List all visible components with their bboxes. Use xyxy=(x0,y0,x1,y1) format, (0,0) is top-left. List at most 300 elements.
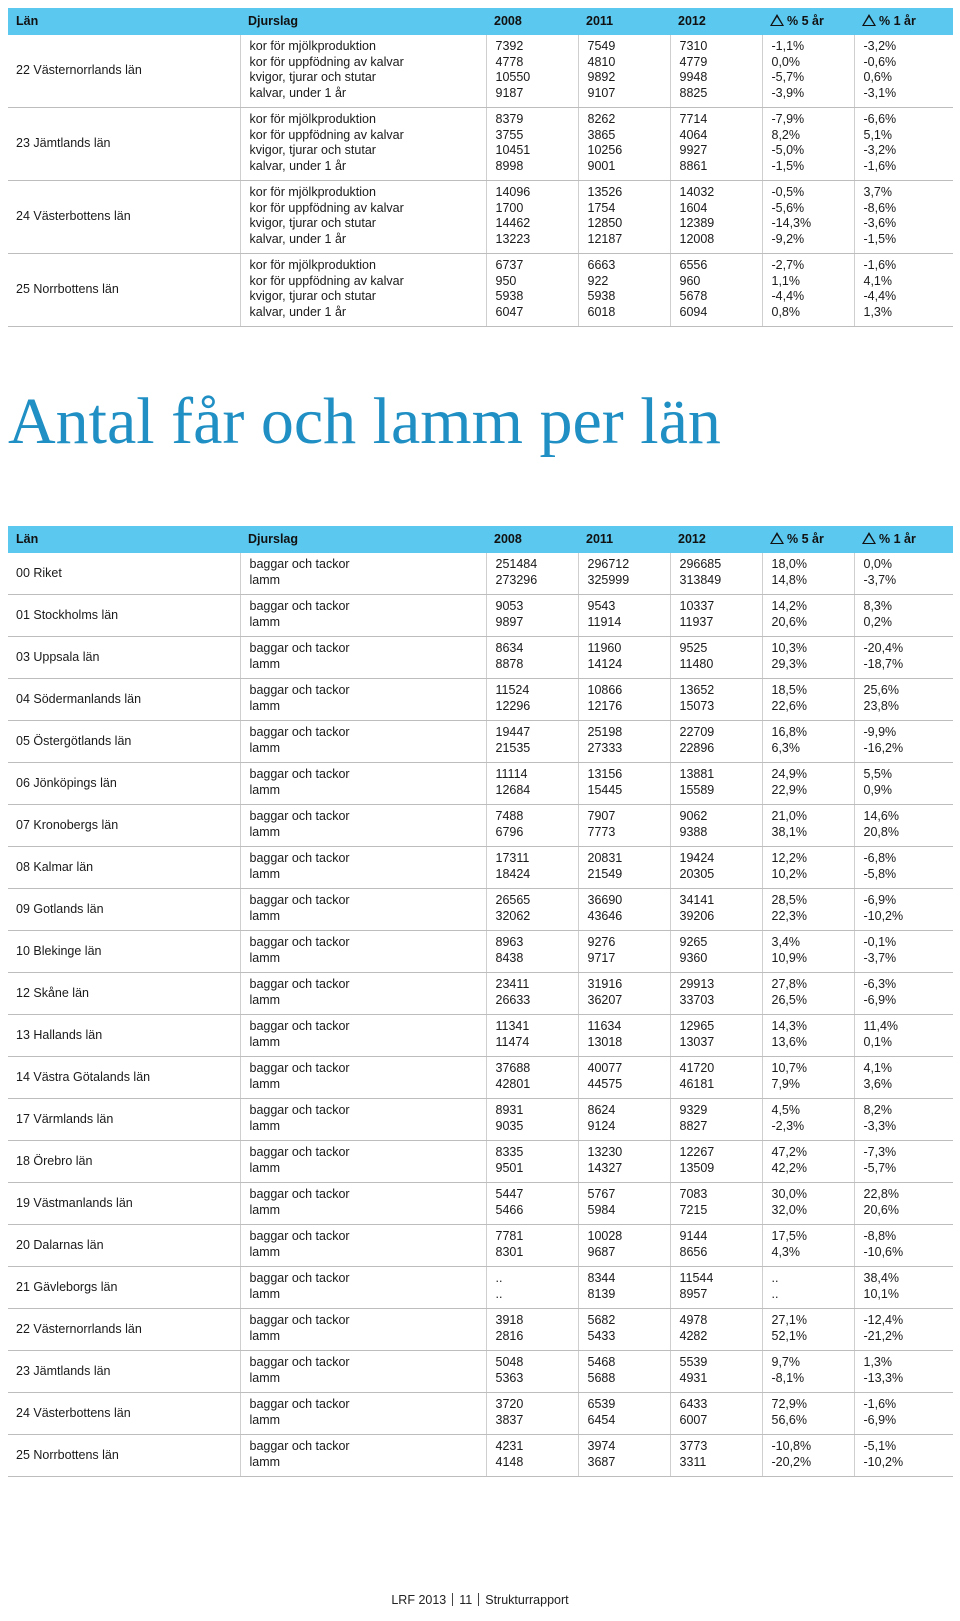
cell-value: 38,1% xyxy=(771,824,807,839)
cell-lan: 13 Hallands län xyxy=(8,1015,240,1057)
cell-value: 37688 xyxy=(495,1061,531,1075)
cell-value: 8998 xyxy=(495,158,524,173)
cell-pct-5-years xyxy=(762,847,854,889)
cell-2012 xyxy=(670,889,762,931)
cell-djurslag xyxy=(240,595,486,637)
cell-2011 xyxy=(578,1099,670,1141)
table-row xyxy=(8,181,953,254)
cell-value: 10256 xyxy=(587,143,623,158)
cell-value: kor för mjölkproduktion xyxy=(249,112,376,126)
cell-lan: 23 Jämtlands län xyxy=(8,108,240,181)
cell-value: 9717 xyxy=(587,950,616,965)
cell-value: 12267 xyxy=(679,1145,715,1159)
table-row xyxy=(8,1015,953,1057)
cell-value: 296685 xyxy=(679,557,722,571)
cell-value: 15445 xyxy=(587,782,623,797)
cell-value: 7310 xyxy=(679,39,708,53)
cell-2012 xyxy=(670,254,762,327)
cell-value: lamm xyxy=(249,1034,281,1049)
cell-value: 25198 xyxy=(587,725,623,739)
col-header-lan: Län xyxy=(8,8,240,35)
table-row xyxy=(8,679,953,721)
cell-pct-1-year xyxy=(854,931,953,973)
cell-value: baggar och tackor xyxy=(249,1313,350,1327)
cell-value: 3,6% xyxy=(863,1076,892,1091)
cell-value: lamm xyxy=(249,572,281,587)
cell-value: 11544 xyxy=(679,1271,714,1285)
cell-value: 1,1% xyxy=(771,273,800,288)
cell-value: -7,3% xyxy=(863,1145,897,1159)
cell-value: 3918 xyxy=(495,1313,524,1327)
cell-value: 8,2% xyxy=(863,1103,892,1117)
cell-value: 12296 xyxy=(495,698,531,713)
cell-value: 10,1% xyxy=(863,1286,899,1301)
cell-value: 11634 xyxy=(587,1019,622,1033)
cell-value: 36690 xyxy=(587,893,623,907)
cell-value: 3837 xyxy=(495,1412,524,1427)
cell-lan: 09 Gotlands län xyxy=(8,889,240,931)
cell-pct-1-year xyxy=(854,805,953,847)
cell-value: -4,4% xyxy=(771,289,805,304)
cell-value: 11474 xyxy=(495,1034,530,1049)
cell-value: 52,1% xyxy=(771,1328,807,1343)
cell-value: 8335 xyxy=(495,1145,524,1159)
cell-2011 xyxy=(578,108,670,181)
cell-pct-1-year xyxy=(854,679,953,721)
cell-value: .. xyxy=(495,1286,503,1301)
cell-value: 15589 xyxy=(679,782,715,797)
cell-lan: 24 Västerbottens län xyxy=(8,181,240,254)
cell-2012 xyxy=(670,1309,762,1351)
cell-value: 4282 xyxy=(679,1328,708,1343)
sheep-table xyxy=(8,526,953,1477)
cell-value: 9187 xyxy=(495,85,524,100)
cell-pct-5-years xyxy=(762,595,854,637)
cell-value: 29,3% xyxy=(771,656,807,671)
cell-value: 26565 xyxy=(495,893,531,907)
cell-value: 7781 xyxy=(495,1229,524,1243)
cell-2011 xyxy=(578,1267,670,1309)
cell-lan: 25 Norrbottens län xyxy=(8,254,240,327)
cell-value: baggar och tackor xyxy=(249,809,350,823)
cell-value: 7549 xyxy=(587,39,616,53)
cell-2012 xyxy=(670,1267,762,1309)
cell-value: baggar och tackor xyxy=(249,683,350,697)
cell-value: 7488 xyxy=(495,809,524,823)
cell-lan: 00 Riket xyxy=(8,553,240,595)
cell-2008 xyxy=(486,1309,578,1351)
cell-pct-5-years xyxy=(762,1015,854,1057)
cell-value: 72,9% xyxy=(771,1397,807,1411)
cell-value: 23,8% xyxy=(863,698,899,713)
cell-value: 9948 xyxy=(679,70,708,85)
cell-djurslag xyxy=(240,889,486,931)
cell-2008 xyxy=(486,1225,578,1267)
cell-value: -20,4% xyxy=(863,641,904,655)
cell-value: -0,1% xyxy=(863,935,897,949)
cell-djurslag xyxy=(240,254,486,327)
cell-2008 xyxy=(486,108,578,181)
cell-2012 xyxy=(670,1015,762,1057)
cell-value: 11524 xyxy=(495,683,530,697)
cell-value: 21535 xyxy=(495,740,531,755)
cell-value: .. xyxy=(495,1271,503,1285)
cell-value: 4978 xyxy=(679,1313,708,1327)
cell-value: 8931 xyxy=(495,1103,524,1117)
cell-value: -21,2% xyxy=(863,1328,904,1343)
cell-value: 14462 xyxy=(495,216,531,231)
cell-value: 922 xyxy=(587,273,609,288)
cell-value: 6539 xyxy=(587,1397,616,1411)
table-row xyxy=(8,1057,953,1099)
cell-value: -3,9% xyxy=(771,85,805,100)
cell-value: 5048 xyxy=(495,1355,524,1369)
col-header-lan: Län xyxy=(8,526,240,553)
cell-value: -5,7% xyxy=(771,70,805,85)
cell-pct-1-year xyxy=(854,1141,953,1183)
cell-value: -3,2% xyxy=(863,143,897,158)
cell-value: 22,9% xyxy=(771,782,807,797)
cell-value: 10451 xyxy=(495,143,531,158)
cell-value: 4231 xyxy=(495,1439,524,1453)
cell-value: 14327 xyxy=(587,1160,623,1175)
cell-value: 8438 xyxy=(495,950,524,965)
cell-pct-5-years xyxy=(762,1141,854,1183)
cell-lan: 07 Kronobergs län xyxy=(8,805,240,847)
cell-pct-1-year xyxy=(854,973,953,1015)
cell-value: -1,6% xyxy=(863,258,897,272)
cell-value: 26,5% xyxy=(771,992,807,1007)
cell-value: baggar och tackor xyxy=(249,1439,350,1453)
cell-value: 11114 xyxy=(495,767,528,781)
cell-value: 9525 xyxy=(679,641,708,655)
cell-lan: 04 Södermanlands län xyxy=(8,679,240,721)
cell-2008 xyxy=(486,1057,578,1099)
cell-2011 xyxy=(578,721,670,763)
cell-2011 xyxy=(578,595,670,637)
cell-2011 xyxy=(578,553,670,595)
cell-djurslag xyxy=(240,847,486,889)
cell-value: 0,1% xyxy=(863,1034,892,1049)
table-row xyxy=(8,1183,953,1225)
cell-value: 1754 xyxy=(587,200,616,215)
cell-djurslag xyxy=(240,763,486,805)
cell-value: 10,7% xyxy=(771,1061,807,1075)
footer-report-name: Strukturrapport xyxy=(485,1593,569,1607)
cell-value: lamm xyxy=(249,1328,281,1343)
cell-lan: 01 Stockholms län xyxy=(8,595,240,637)
delta-icon xyxy=(770,14,784,26)
cell-pct-5-years xyxy=(762,763,854,805)
cell-value: baggar och tackor xyxy=(249,893,350,907)
cell-value: 22,6% xyxy=(771,698,807,713)
cell-value: 18424 xyxy=(495,866,531,881)
cell-2011 xyxy=(578,847,670,889)
cell-value: 10550 xyxy=(495,70,531,85)
cell-value: kor för uppfödning av kalvar xyxy=(249,127,404,142)
table-row xyxy=(8,1351,953,1393)
cell-value: lamm xyxy=(249,950,281,965)
cell-value: kalvar, under 1 år xyxy=(249,158,347,173)
cell-value: 20,8% xyxy=(863,824,899,839)
cell-pct-5-years xyxy=(762,679,854,721)
col-header-pct-1-year: % 1 år xyxy=(854,526,953,553)
cell-value: 13230 xyxy=(587,1145,623,1159)
cell-2008 xyxy=(486,254,578,327)
cell-value: -1,5% xyxy=(863,231,897,246)
cell-value: 9053 xyxy=(495,599,524,613)
cell-djurslag xyxy=(240,1099,486,1141)
cell-value: 30,0% xyxy=(771,1187,807,1201)
col-header-pct-5-years: % 5 år xyxy=(762,526,854,553)
cell-value: 14,8% xyxy=(771,572,807,587)
cell-2011 xyxy=(578,931,670,973)
cell-value: kalvar, under 1 år xyxy=(249,231,347,246)
cell-value: 9,7% xyxy=(771,1355,800,1369)
cell-2011 xyxy=(578,637,670,679)
cell-value: 5539 xyxy=(679,1355,708,1369)
cell-value: 39206 xyxy=(679,908,715,923)
cell-value: 6047 xyxy=(495,304,524,319)
cell-value: 11341 xyxy=(495,1019,530,1033)
cell-value: 4,5% xyxy=(771,1103,800,1117)
cell-value: 4931 xyxy=(679,1370,708,1385)
cell-value: kalvar, under 1 år xyxy=(249,85,347,100)
cell-pct-5-years xyxy=(762,1057,854,1099)
cell-value: 33703 xyxy=(679,992,715,1007)
cell-2012 xyxy=(670,931,762,973)
cell-djurslag xyxy=(240,1435,486,1477)
cell-value: 13881 xyxy=(679,767,715,781)
cell-pct-1-year xyxy=(854,1057,953,1099)
cell-value: 3,4% xyxy=(771,935,800,949)
cell-pct-5-years xyxy=(762,931,854,973)
cell-value: -5,1% xyxy=(863,1439,897,1453)
cell-2011 xyxy=(578,1225,670,1267)
cell-value: 6007 xyxy=(679,1412,708,1427)
cell-value: kvigor, tjurar och stutar xyxy=(249,216,376,231)
cell-2012 xyxy=(670,35,762,108)
cell-value: 19447 xyxy=(495,725,531,739)
cell-pct-5-years xyxy=(762,181,854,254)
cell-pct-1-year xyxy=(854,1015,953,1057)
cell-value: -7,9% xyxy=(771,112,805,126)
col-header-djurslag: Djurslag xyxy=(240,526,486,553)
cell-value: 47,2% xyxy=(771,1145,807,1159)
cell-value: lamm xyxy=(249,782,281,797)
cell-value: 27,1% xyxy=(771,1313,807,1327)
cell-value: kvigor, tjurar och stutar xyxy=(249,143,376,158)
cell-value: 7215 xyxy=(679,1202,708,1217)
cell-2011 xyxy=(578,254,670,327)
cell-value: -6,9% xyxy=(863,1412,897,1427)
cell-pct-5-years xyxy=(762,553,854,595)
cell-lan: 22 Västernorrlands län xyxy=(8,1309,240,1351)
cell-djurslag xyxy=(240,1225,486,1267)
cell-value: baggar och tackor xyxy=(249,1145,350,1159)
cell-2012 xyxy=(670,721,762,763)
cell-value: 9265 xyxy=(679,935,708,949)
cell-lan: 12 Skåne län xyxy=(8,973,240,1015)
table-header-row xyxy=(8,526,953,553)
cell-value: 28,5% xyxy=(771,893,807,907)
cell-value: lamm xyxy=(249,1412,281,1427)
cell-value: 7714 xyxy=(679,112,708,126)
cell-value: lamm xyxy=(249,656,281,671)
cell-pct-5-years xyxy=(762,1183,854,1225)
cell-value: 5,1% xyxy=(863,127,892,142)
cell-value: 26633 xyxy=(495,992,531,1007)
cell-value: lamm xyxy=(249,1454,281,1469)
cell-value: 5938 xyxy=(495,289,524,304)
cell-2008 xyxy=(486,1351,578,1393)
cell-lan: 05 Östergötlands län xyxy=(8,721,240,763)
cell-2011 xyxy=(578,679,670,721)
cell-value: 14,3% xyxy=(771,1019,807,1033)
cell-value: .. xyxy=(771,1286,779,1301)
cell-value: -3,7% xyxy=(863,950,897,965)
cell-value: 9001 xyxy=(587,158,616,173)
cell-value: 5468 xyxy=(587,1355,616,1369)
delta-icon xyxy=(862,532,876,544)
cell-2008 xyxy=(486,679,578,721)
cell-value: baggar och tackor xyxy=(249,1229,350,1243)
cell-value: 12008 xyxy=(679,231,715,246)
cell-value: 1604 xyxy=(679,200,708,215)
cell-value: 13,6% xyxy=(771,1034,807,1049)
cell-value: 9276 xyxy=(587,935,616,949)
cell-value: 12176 xyxy=(587,698,623,713)
cell-value: 9124 xyxy=(587,1118,616,1133)
cell-value: 8262 xyxy=(587,112,616,126)
cell-value: -3,3% xyxy=(863,1118,897,1133)
cell-value: 19424 xyxy=(679,851,715,865)
delta-icon xyxy=(770,532,784,544)
table-row xyxy=(8,35,953,108)
cell-value: -10,8% xyxy=(771,1439,812,1453)
cell-value: 8963 xyxy=(495,935,524,949)
cell-value: 9062 xyxy=(679,809,708,823)
cell-value: 56,6% xyxy=(771,1412,807,1427)
cell-value: 42801 xyxy=(495,1076,531,1091)
table-row xyxy=(8,889,953,931)
cell-value: 0,9% xyxy=(863,782,892,797)
cell-2011 xyxy=(578,1183,670,1225)
cell-value: 4778 xyxy=(495,54,524,69)
cell-value: 1700 xyxy=(495,200,524,215)
cell-value: 9897 xyxy=(495,614,524,629)
cell-value: baggar och tackor xyxy=(249,557,350,571)
cell-pct-5-years xyxy=(762,1099,854,1141)
cell-2008 xyxy=(486,1099,578,1141)
cell-value: 8878 xyxy=(495,656,524,671)
cell-value: 9687 xyxy=(587,1244,616,1259)
col-header-2011: 2011 xyxy=(578,526,670,553)
cell-value: .. xyxy=(771,1271,779,1285)
cell-value: 313849 xyxy=(679,572,722,587)
footer-divider xyxy=(452,1593,453,1606)
cell-lan: 21 Gävleborgs län xyxy=(8,1267,240,1309)
footer-divider xyxy=(478,1593,479,1606)
col-header-pct-5-years: % 5 år xyxy=(762,8,854,35)
cell-lan: 17 Värmlands län xyxy=(8,1099,240,1141)
cell-value: 3865 xyxy=(587,127,616,142)
cell-pct-1-year xyxy=(854,1099,953,1141)
cell-2012 xyxy=(670,1435,762,1477)
cell-2011 xyxy=(578,35,670,108)
cell-pct-1-year xyxy=(854,553,953,595)
cell-value: baggar och tackor xyxy=(249,977,350,991)
cell-value: -3,1% xyxy=(863,85,897,100)
cell-value: 9035 xyxy=(495,1118,524,1133)
cell-value: 23411 xyxy=(495,977,530,991)
cell-value: 9892 xyxy=(587,70,616,85)
cell-value: 4810 xyxy=(587,54,616,69)
cell-pct-5-years xyxy=(762,35,854,108)
cell-value: 43646 xyxy=(587,908,623,923)
table-row xyxy=(8,805,953,847)
table-row xyxy=(8,108,953,181)
cell-value: kor för mjölkproduktion xyxy=(249,258,376,272)
cell-value: 2816 xyxy=(495,1328,524,1343)
table-row xyxy=(8,1267,953,1309)
cell-value: -6,8% xyxy=(863,851,897,865)
cell-lan: 22 Västernorrlands län xyxy=(8,35,240,108)
cell-lan: 25 Norrbottens län xyxy=(8,1435,240,1477)
cell-value: lamm xyxy=(249,992,281,1007)
cell-value: 5466 xyxy=(495,1202,524,1217)
cell-value: baggar och tackor xyxy=(249,1019,350,1033)
cell-value: 22709 xyxy=(679,725,715,739)
cell-value: 11937 xyxy=(679,614,714,629)
cell-value: 4,1% xyxy=(863,273,892,288)
cell-2008 xyxy=(486,1141,578,1183)
cell-value: 4064 xyxy=(679,127,708,142)
cell-value: 5447 xyxy=(495,1187,524,1201)
cell-value: 8827 xyxy=(679,1118,708,1133)
cell-lan: 20 Dalarnas län xyxy=(8,1225,240,1267)
col-header-2008: 2008 xyxy=(486,526,578,553)
cell-value: baggar och tackor xyxy=(249,1271,350,1285)
cell-2011 xyxy=(578,1435,670,1477)
cell-lan: 19 Västmanlands län xyxy=(8,1183,240,1225)
cell-djurslag xyxy=(240,1141,486,1183)
cell-value: -10,2% xyxy=(863,1454,904,1469)
cell-djurslag xyxy=(240,1015,486,1057)
cell-2008 xyxy=(486,181,578,254)
table-row xyxy=(8,1393,953,1435)
cell-value: 40077 xyxy=(587,1061,623,1075)
cell-pct-1-year xyxy=(854,254,953,327)
cell-value: -5,0% xyxy=(771,143,805,158)
cell-value: 22896 xyxy=(679,740,715,755)
cell-djurslag xyxy=(240,35,486,108)
cell-value: -18,7% xyxy=(863,656,904,671)
table-row xyxy=(8,254,953,327)
cell-pct-1-year xyxy=(854,1267,953,1309)
cell-value: kor för uppfödning av kalvar xyxy=(249,273,404,288)
cell-value: 14,2% xyxy=(771,599,807,613)
cell-value: 25,6% xyxy=(863,683,899,697)
cell-2012 xyxy=(670,595,762,637)
cell-value: 20,6% xyxy=(771,614,807,629)
cell-value: 7773 xyxy=(587,824,616,839)
cell-djurslag xyxy=(240,1267,486,1309)
cell-value: -8,8% xyxy=(863,1229,897,1243)
cell-value: 5682 xyxy=(587,1313,616,1327)
cell-value: 8379 xyxy=(495,112,524,126)
cell-value: 31916 xyxy=(587,977,623,991)
